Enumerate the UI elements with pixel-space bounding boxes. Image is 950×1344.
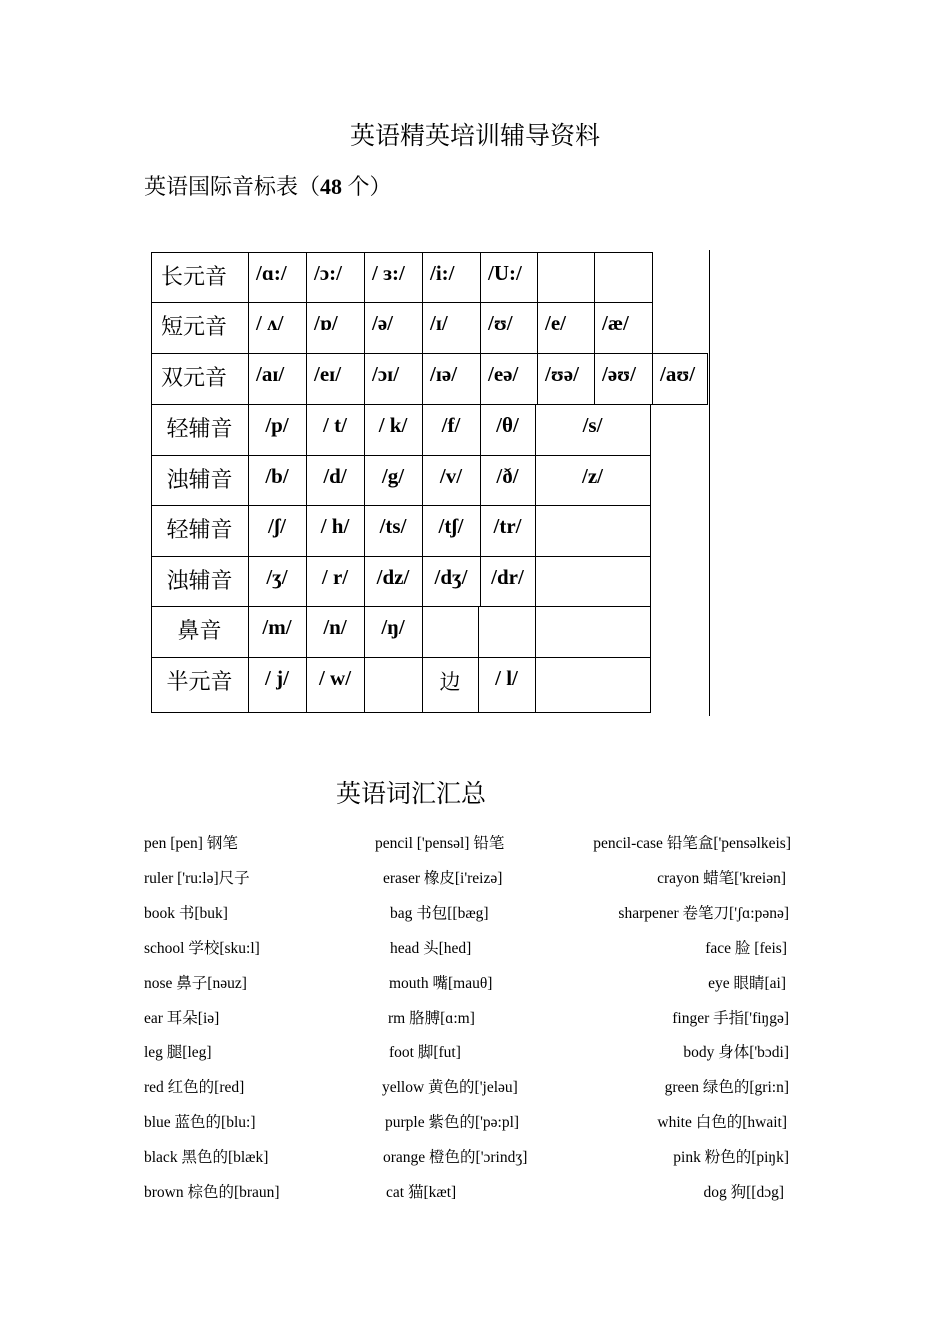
table-rule <box>535 606 536 658</box>
table-rule <box>364 353 365 405</box>
phoneme-cell: / ɜ:/ <box>372 261 405 285</box>
table-rule <box>537 353 538 405</box>
table-rule <box>422 353 423 405</box>
phoneme-cell: 边 <box>439 670 461 694</box>
table-rule <box>364 252 365 303</box>
table-rule <box>151 556 651 557</box>
vocab-entry: sharpener 卷笔刀['ʃɑ:pənə] <box>618 904 789 922</box>
phoneme-cell: /ʃ/ <box>267 514 287 538</box>
row-label: 长元音 <box>161 264 228 289</box>
vocab-entry: green 绿色的[gri:n] <box>664 1079 789 1097</box>
table-rule <box>535 505 536 557</box>
phoneme-cell: / l/ <box>495 666 518 690</box>
table-rule <box>650 556 651 607</box>
vocab-entry: black 黑色的[blæk] <box>144 1149 269 1167</box>
table-rule <box>707 353 708 405</box>
vocab-entry: nose 鼻子[nəuz] <box>144 974 247 992</box>
vocab-entry: white 白色的[hwait] <box>657 1114 787 1132</box>
vocab-entry: bag 书包[[bæg] <box>390 904 489 922</box>
table-rule <box>594 252 595 303</box>
phoneme-cell: /eə/ <box>488 362 519 386</box>
vocab-entry: red 红色的[red] <box>144 1079 245 1097</box>
table-rule <box>151 353 152 405</box>
phoneme-cell: /aʊ/ <box>660 362 696 386</box>
table-margin-rule <box>709 250 710 716</box>
vocab-entry: finger 手指['fiŋgə] <box>672 1009 789 1027</box>
phoneme-cell: /ɔɪ/ <box>372 362 400 386</box>
table-rule <box>480 302 481 354</box>
table-rule <box>151 455 651 456</box>
phoneme-cell: /d/ <box>323 464 347 488</box>
table-rule <box>364 657 365 713</box>
vocab-entry: pen [pen] 钢笔 <box>144 835 238 852</box>
vocabulary-title: 英语词汇汇总 <box>336 781 487 808</box>
table-rule <box>650 657 651 713</box>
phoneme-cell: /æ/ <box>602 311 629 335</box>
phoneme-cell: /U:/ <box>488 261 522 285</box>
table-rule <box>652 353 653 405</box>
table-rule <box>151 302 653 303</box>
phoneme-cell: /ʊ/ <box>488 311 513 335</box>
table-rule <box>151 252 152 303</box>
row-label: 轻辅音 <box>166 416 233 441</box>
phoneme-cell: /ɪ/ <box>430 311 448 335</box>
table-rule <box>151 606 651 607</box>
phoneme-cell: / r/ <box>321 565 349 589</box>
row-label: 浊辅音 <box>166 467 233 492</box>
phoneme-cell: /e/ <box>545 311 566 335</box>
phoneme-cell: /m/ <box>262 615 292 639</box>
subtitle-prefix: 英语国际音标表（ <box>144 174 321 199</box>
phoneme-cell: /z/ <box>582 464 603 488</box>
phoneme-cell: /p/ <box>265 413 289 437</box>
vocab-entry: rm 胳膊[ɑ:m] <box>388 1009 475 1027</box>
table-rule <box>478 606 479 658</box>
row-label: 轻辅音 <box>166 517 233 542</box>
vocab-entry: ruler ['ru:lə]尺子 <box>144 869 250 887</box>
table-rule <box>535 657 536 713</box>
table-rule <box>652 302 653 354</box>
subtitle-count: 48 <box>320 174 343 199</box>
table-rule <box>422 252 423 303</box>
phoneme-cell: /v/ <box>439 464 463 488</box>
table-rule <box>535 556 536 607</box>
table-rule <box>650 505 651 557</box>
phoneme-cell: /ʊə/ <box>545 362 579 386</box>
document-title: 英语精英培训辅导资料 <box>349 123 600 150</box>
phoneme-cell: /dʒ/ <box>434 565 468 589</box>
vocab-entry: face 脸 [feis] <box>705 939 787 957</box>
vocab-entry: eraser 橡皮[i'reizə] <box>383 869 503 887</box>
row-label: 鼻音 <box>177 618 222 643</box>
vocab-entry: book 书[buk] <box>144 904 228 922</box>
vocab-entry: dog 狗[[dɔg] <box>703 1184 784 1201</box>
table-rule <box>650 404 651 456</box>
phoneme-cell: /θ/ <box>496 413 519 437</box>
phoneme-cell: /ts/ <box>379 514 407 538</box>
phoneme-cell: / h/ <box>320 514 350 538</box>
phoneme-cell: /ɒ/ <box>314 311 338 335</box>
vocab-entry: cat 猫[kæt] <box>386 1184 457 1201</box>
table-rule <box>151 404 708 405</box>
phoneme-cell: /i:/ <box>430 261 455 285</box>
row-label: 双元音 <box>161 365 228 390</box>
vocab-entry: eye 眼睛[ai] <box>708 974 786 992</box>
phoneme-cell: /f/ <box>441 413 461 437</box>
table-rule <box>151 505 651 506</box>
vocab-entry: head 头[hed] <box>390 939 472 957</box>
table-rule <box>151 302 152 354</box>
subtitle-suffix: 个） <box>342 174 392 199</box>
phoneme-cell: / w/ <box>318 666 352 690</box>
row-label: 半元音 <box>166 669 233 694</box>
vocab-entry: blue 蓝色的[blu:] <box>144 1114 256 1132</box>
table-rule <box>537 252 538 303</box>
vocab-entry: pencil-case 铅笔盒['pensəlkeis] <box>593 835 791 852</box>
phoneme-cell: /ɑ:/ <box>256 261 287 285</box>
table-rule <box>422 606 423 658</box>
phoneme-cell: / ʌ/ <box>256 311 284 335</box>
vocab-entry: body 身体['bɔdi] <box>683 1044 789 1062</box>
table-rule <box>594 353 595 405</box>
phoneme-cell: /ɪə/ <box>430 362 458 386</box>
phoneme-cell: /dr/ <box>491 565 524 589</box>
table-rule <box>652 252 653 303</box>
table-rule <box>537 302 538 354</box>
phoneme-cell: /ə/ <box>372 311 393 335</box>
phoneme-cell: /s/ <box>582 413 603 437</box>
phoneme-cell: / k/ <box>378 413 408 437</box>
table-rule <box>306 353 307 405</box>
vocab-entry: crayon 蜡笔['kreiən] <box>657 869 786 887</box>
phoneme-cell: /tr/ <box>493 514 522 538</box>
phoneme-cell: / t/ <box>323 413 347 437</box>
phoneme-cell: /n/ <box>323 615 347 639</box>
vocab-entry: foot 脚[fut] <box>389 1044 461 1062</box>
table-subtitle <box>144 170 392 201</box>
vocab-entry: brown 棕色的[braun] <box>144 1184 280 1201</box>
table-rule <box>650 455 651 506</box>
vocab-entry: school 学校[sku:l] <box>144 939 260 957</box>
row-label: 短元音 <box>161 314 228 339</box>
vocab-entry: orange 橙色的['ɔrindʒ] <box>383 1149 528 1167</box>
table-rule <box>151 712 651 713</box>
vocab-entry: pencil ['pensəl] 铅笔 <box>375 835 505 852</box>
table-rule <box>422 302 423 354</box>
vocab-entry: purple 紫色的['pə:pl] <box>385 1114 520 1132</box>
phoneme-cell: /ŋ/ <box>381 615 405 639</box>
vocab-entry: mouth 嘴[mauθ] <box>389 974 493 992</box>
phoneme-cell: /ð/ <box>496 464 519 488</box>
table-rule <box>594 302 595 354</box>
phoneme-cell: /dz/ <box>376 565 410 589</box>
vocab-entry: ear 耳朵[iə] <box>144 1009 220 1027</box>
table-rule <box>151 353 708 354</box>
phoneme-cell: /eɪ/ <box>314 362 342 386</box>
phoneme-cell: /g/ <box>381 464 405 488</box>
vocab-entry: pink 粉色的[piŋk] <box>673 1149 789 1167</box>
table-rule <box>306 252 307 303</box>
phoneme-cell: / j/ <box>265 666 289 690</box>
row-label: 浊辅音 <box>166 568 233 593</box>
table-rule <box>306 302 307 354</box>
table-rule <box>650 606 651 658</box>
vocab-entry: yellow 黄色的['jeləu] <box>382 1079 518 1097</box>
table-rule <box>480 252 481 303</box>
phoneme-cell: /ʒ/ <box>266 565 288 589</box>
phoneme-cell: /əʊ/ <box>602 362 636 386</box>
table-rule <box>364 302 365 354</box>
phoneme-cell: /aɪ/ <box>256 362 285 386</box>
phoneme-cell: /b/ <box>265 464 289 488</box>
phoneme-cell: /ɔ:/ <box>314 261 342 285</box>
table-rule <box>151 657 651 658</box>
vocab-entry: leg 腿[leg] <box>144 1044 212 1062</box>
table-rule <box>151 252 653 253</box>
phoneme-cell: /tʃ/ <box>438 514 464 538</box>
table-rule <box>480 353 481 405</box>
